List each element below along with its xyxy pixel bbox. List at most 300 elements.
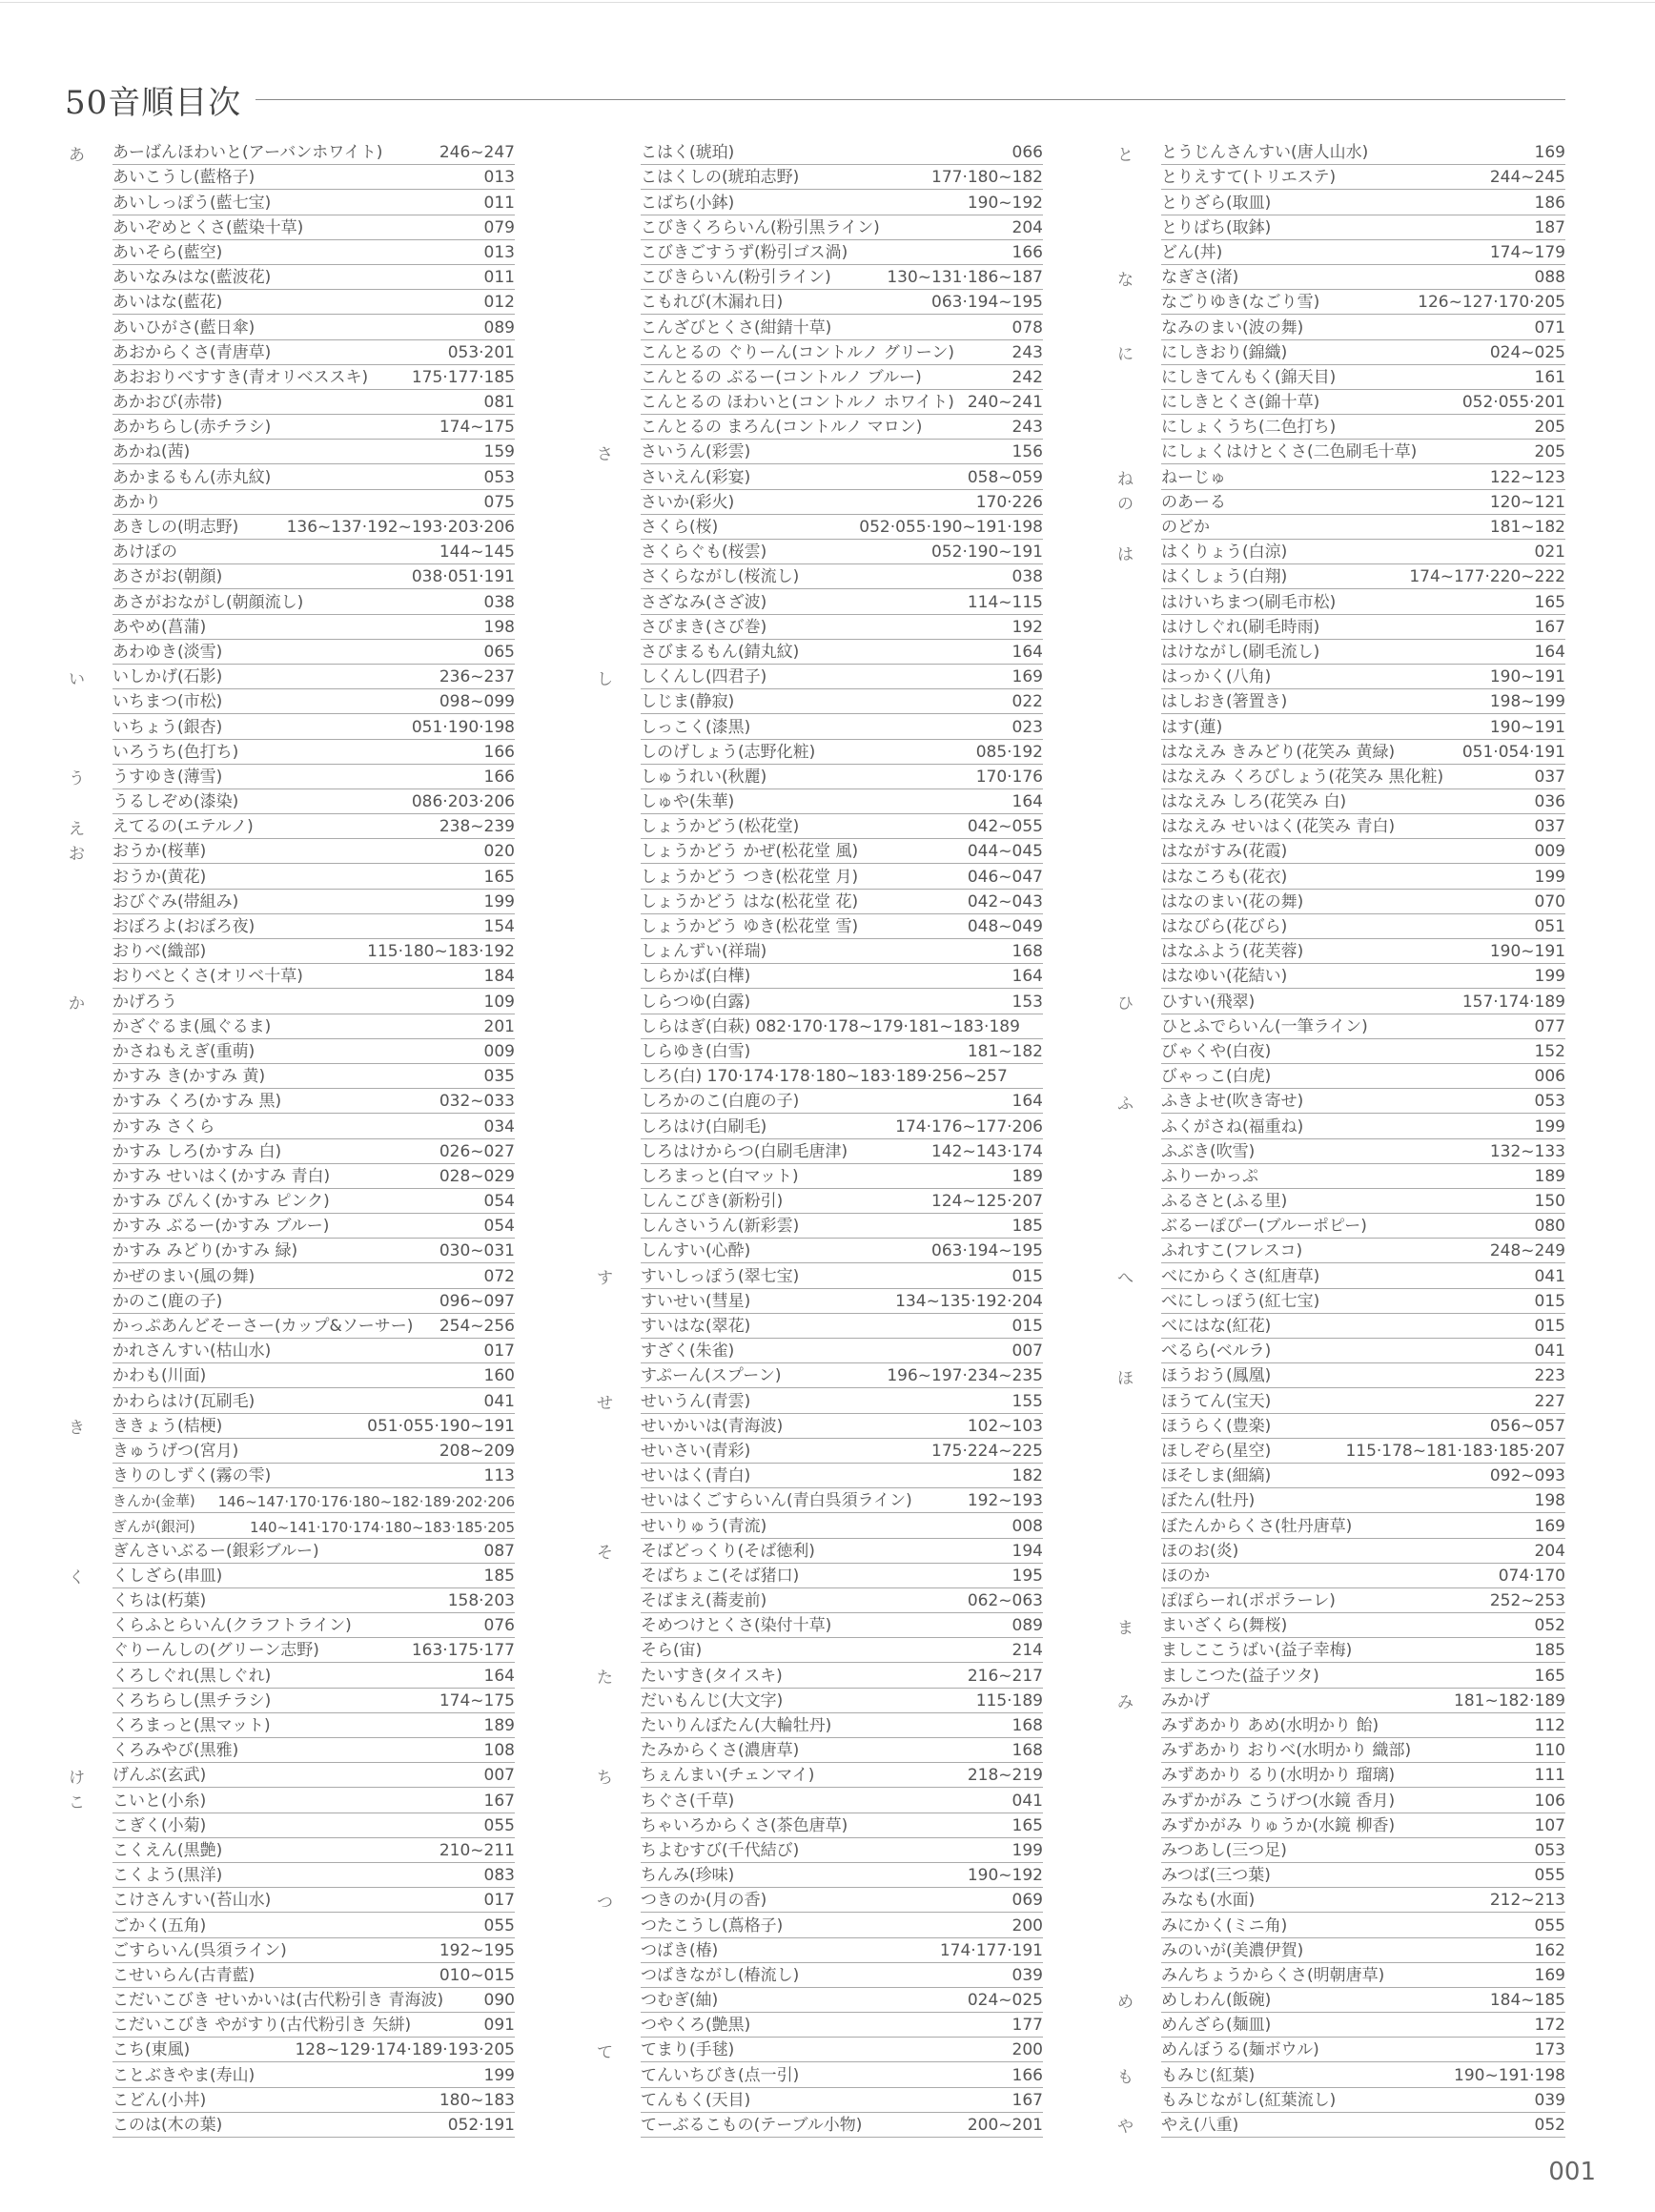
kana-heading: の [1117, 495, 1134, 515]
entry-name: はなゆい(花結い) [1161, 967, 1288, 987]
entry-pages: 199 [483, 891, 515, 911]
entry-pages: 242 [1011, 367, 1043, 387]
index-entry [65, 714, 515, 739]
entry-pages: 165 [1534, 1666, 1565, 1686]
index-entry [65, 1613, 515, 1638]
index-entry [65, 740, 515, 765]
entry-cell [112, 1788, 515, 1813]
entry-cell [1161, 1439, 1565, 1464]
entry-name: はしおき(箸置き) [1161, 692, 1288, 712]
entry-name: かすみ みどり(かすみ 緑) [112, 1241, 298, 1261]
entry-cell [641, 1388, 1043, 1413]
entry-name: ふるさと(ふる里) [1161, 1192, 1288, 1212]
kana-heading: ね [1117, 470, 1134, 490]
entry-pages: 155 [1011, 1391, 1043, 1411]
index-entry [593, 864, 1043, 889]
index-entry [1114, 1189, 1565, 1214]
top-border [0, 2, 1655, 3]
entry-name: はけいちまつ(刷毛市松) [1161, 592, 1337, 612]
entry-name: ねーじゅ [1161, 467, 1226, 487]
entry-name: そばどっくり(そば徳利) [641, 1541, 815, 1561]
entry-cell [641, 615, 1043, 640]
entry-name: のあーる [1161, 492, 1226, 512]
index-entry [593, 839, 1043, 864]
entry-name: もみじながし(紅葉流し) [1161, 2090, 1337, 2110]
kana-heading: さ [597, 444, 613, 464]
entry-cell [641, 1838, 1043, 1863]
entry-name: みずかがみ こうげつ(水鏡 香月) [1161, 1791, 1396, 1811]
index-entry [65, 290, 515, 315]
entry-name: せいりゅう(青流) [641, 1516, 767, 1536]
index-entry [593, 714, 1043, 739]
entry-cell [1161, 2113, 1565, 2138]
entry-name: こびきごすうず(粉引ゴス渦) [641, 242, 848, 262]
entry-name: みずあかり おりべ(水明かり 織部) [1161, 1741, 1412, 1761]
entry-cell [641, 1089, 1043, 1114]
entry-cell [641, 714, 1043, 739]
entry-cell [112, 165, 515, 190]
entry-pages: 132~133 [1489, 1141, 1565, 1161]
index-entry [1114, 1988, 1565, 2013]
entry-name: かれさんすい(枯山水) [112, 1342, 272, 1362]
entry-cell [641, 1788, 1043, 1813]
entry-pages: 054 [483, 1217, 515, 1237]
index-entry [593, 464, 1043, 489]
entry-cell [112, 665, 515, 689]
entry-cell [1161, 1564, 1565, 1588]
entry-pages: 174·176~177·206 [895, 1116, 1043, 1137]
entry-cell [1161, 1414, 1565, 1439]
entry-cell [641, 1738, 1043, 1763]
kana-heading: み [1117, 1693, 1134, 1713]
index-entry [593, 2038, 1043, 2062]
index-entry [65, 390, 515, 415]
index-entry [1114, 1039, 1565, 1064]
kana-heading: い [69, 669, 85, 689]
entry-cell [1161, 740, 1565, 765]
entry-name: にしょくうち(二色打ち) [1161, 418, 1337, 438]
entry-cell [641, 914, 1043, 939]
entry-name: ぼたん(牡丹) [1161, 1491, 1256, 1511]
entry-name: しろはけからつ(白刷毛唐津) [641, 1141, 848, 1161]
entry-name: あかり [112, 492, 161, 512]
entry-cell [1161, 2088, 1565, 2113]
kana-heading: せ [597, 1393, 613, 1413]
entry-name: すいはな(翠花) [641, 1317, 751, 1336]
entry-cell [641, 1263, 1043, 1288]
index-entry [593, 265, 1043, 290]
index-entry [1114, 1713, 1565, 1738]
index-entry [593, 540, 1043, 564]
entry-name: はけしぐれ(刷毛時雨) [1161, 617, 1320, 637]
index-entry [593, 290, 1043, 315]
index-entry [65, 1263, 515, 1288]
index-entry [593, 1339, 1043, 1363]
index-entry [593, 340, 1043, 365]
index-entry [593, 365, 1043, 390]
entry-name: しっこく(漆黒) [641, 717, 751, 737]
entry-name: ふぶき(吹雪) [1161, 1141, 1256, 1161]
entry-cell [641, 1363, 1043, 1388]
entry-cell [641, 1164, 1043, 1189]
index-entry [65, 2088, 515, 2113]
entry-cell [1161, 1963, 1565, 1988]
entry-pages: 056~057 [1489, 1416, 1565, 1436]
entry-name: ぶるーぽぴー(ブルーポピー) [1161, 1217, 1367, 1237]
entry-cell [112, 240, 515, 265]
index-entry [1114, 564, 1565, 589]
entry-cell [1161, 564, 1565, 589]
entry-name: こはくしの(琥珀志野) [641, 168, 800, 188]
entry-pages: 194 [1011, 1541, 1043, 1561]
entry-pages: 182 [1011, 1466, 1043, 1486]
entry-cell [641, 1713, 1043, 1738]
entry-name: みつば(三つ葉) [1161, 1866, 1271, 1886]
entry-name: かすみ き(かすみ 黄) [112, 1067, 266, 1087]
entry-name: しょうかどう かぜ(松花堂 風) [641, 842, 859, 862]
index-entry [1114, 939, 1565, 964]
index-entry [65, 2113, 515, 2138]
entry-cell [641, 1488, 1043, 1513]
index-entry [593, 240, 1043, 265]
index-entry [593, 564, 1043, 589]
entry-pages: 184~185 [1489, 1991, 1565, 2011]
kana-heading: こ [69, 1792, 85, 1813]
entry-name: とりえすて(トリエステ) [1161, 168, 1337, 188]
entry-pages: 053 [1534, 1092, 1565, 1112]
entry-cell [112, 1588, 515, 1613]
entry-name: かすみ ぶるー(かすみ ブルー) [112, 1217, 330, 1237]
entry-name: みにかく(ミニ角) [1161, 1915, 1288, 1936]
index-entry [65, 589, 515, 614]
entry-pages: 254~256 [439, 1317, 515, 1336]
index-entry [1114, 2088, 1565, 2113]
entry-name: しょうかどう つき(松花堂 月) [641, 867, 859, 887]
entry-cell [1161, 839, 1565, 864]
index-entry [593, 789, 1043, 814]
entry-cell [641, 964, 1043, 989]
entry-pages: 170·176 [975, 767, 1043, 787]
entry-pages: 051 [1534, 917, 1565, 936]
entry-name: かすみ しろ(かすみ 白) [112, 1141, 282, 1161]
entry-cell [641, 390, 1043, 415]
index-entry [593, 515, 1043, 540]
index-entry [1114, 1813, 1565, 1838]
entry-cell [112, 964, 515, 989]
entry-cell [112, 2013, 515, 2038]
entry-pages: 210~211 [439, 1840, 515, 1860]
entry-cell [641, 340, 1043, 365]
index-entry [1114, 340, 1565, 365]
entry-name: こびきらいん(粉引ライン) [641, 268, 831, 288]
entry-name: しらゆき(白雪) [641, 1041, 751, 1061]
entry-name: おうか(黄花) [112, 867, 207, 887]
entry-cell [641, 464, 1043, 489]
index-entry [1114, 1164, 1565, 1189]
entry-cell [641, 1613, 1043, 1638]
entry-name: げんぶ(玄武) [112, 1766, 207, 1786]
entry-pages: 167 [1534, 617, 1565, 637]
entry-cell [1161, 2013, 1565, 2038]
index-entry [1114, 1014, 1565, 1039]
entry-pages: 055 [483, 1915, 515, 1936]
entry-pages: 022 [1011, 692, 1043, 712]
entry-name: なごりゆき(なごり雪) [1161, 293, 1320, 313]
entry-cell [1161, 1813, 1565, 1838]
entry-cell [641, 1064, 1043, 1089]
entry-cell [1161, 1738, 1565, 1763]
index-entry [65, 1464, 515, 1488]
entry-cell [1161, 1513, 1565, 1538]
index-entry [1114, 1913, 1565, 1937]
entry-pages: 009 [1534, 842, 1565, 862]
index-entry [65, 789, 515, 814]
entry-pages: 036 [1534, 792, 1565, 812]
index-entry [593, 1239, 1043, 1263]
entry-name: つばきながし(椿流し) [641, 1965, 800, 1985]
kana-heading: ひ [1117, 993, 1134, 1014]
entry-pages: 124~125·207 [931, 1192, 1043, 1212]
entry-cell [112, 1114, 515, 1138]
index-entry [1114, 140, 1565, 165]
entry-cell [641, 1763, 1043, 1788]
entry-cell [641, 589, 1043, 614]
entry-pages: 169 [1534, 1965, 1565, 1985]
index-entry [65, 215, 515, 240]
index-entry [65, 165, 515, 190]
entry-pages: 198 [1534, 1491, 1565, 1511]
entry-pages: 026~027 [439, 1141, 515, 1161]
entry-pages: 164 [1011, 642, 1043, 662]
entry-pages: 169 [1011, 667, 1043, 687]
index-entry [65, 1813, 515, 1838]
entry-cell [641, 1289, 1043, 1314]
kana-heading: か [69, 993, 85, 1014]
entry-cell [641, 1189, 1043, 1214]
entry-name: ひすい(飛翠) [1161, 992, 1256, 1012]
entry-cell [1161, 689, 1565, 714]
entry-name: さくら(桜) [641, 518, 719, 537]
entry-cell [641, 1988, 1043, 2013]
entry-cell [112, 1513, 515, 1538]
entry-name: しょうかどう はな(松花堂 花) [641, 891, 859, 911]
entry-cell [641, 290, 1043, 315]
entry-pages: 089 [483, 317, 515, 338]
entry-name: ごかく(五角) [112, 1915, 207, 1936]
entry-pages: 223 [1534, 1366, 1565, 1386]
entry-pages: 115·180~183·192 [367, 942, 515, 962]
index-entry [593, 665, 1043, 689]
entry-cell [1161, 1863, 1565, 1888]
entry-cell [112, 440, 515, 464]
entry-cell [1161, 490, 1565, 515]
entry-cell [641, 2013, 1043, 2038]
index-entry [593, 1114, 1043, 1138]
entry-name: こんとるの ぶるー(コントルノ ブルー) [641, 367, 922, 387]
index-entry [593, 1139, 1043, 1164]
index-entry [65, 365, 515, 390]
entry-name: こせいらん(古青藍) [112, 1965, 255, 1985]
entry-cell [1161, 1239, 1565, 1263]
index-entry [1114, 1439, 1565, 1464]
entry-name: さくらながし(桜流し) [641, 567, 800, 587]
entry-cell [1161, 1588, 1565, 1613]
entry-name: てんもく(天目) [641, 2090, 751, 2110]
entry-pages: 037 [1534, 767, 1565, 787]
entry-name: しろ(白) 170·174·178·180~183·189·256~257 [641, 1067, 1008, 1087]
entry-name: あさがおながし(朝顔流し) [112, 592, 304, 612]
entry-pages: 037 [1534, 817, 1565, 837]
entry-pages: 174~179 [1489, 242, 1565, 262]
entry-name: かすみ せいはく(かすみ 青白) [112, 1166, 331, 1186]
entry-name: あーばんほわいと(アーバンホワイト) [112, 143, 383, 163]
entry-name: ちゃいろからくさ(茶色唐草) [641, 1815, 848, 1835]
entry-cell [112, 2062, 515, 2087]
entry-cell [1161, 1938, 1565, 1963]
index-entry [1114, 440, 1565, 464]
entry-name: せいさい(青彩) [641, 1441, 751, 1461]
entry-pages: 053·201 [447, 342, 515, 362]
entry-pages: 168 [1011, 942, 1043, 962]
index-entry [1114, 1339, 1565, 1363]
entry-cell [112, 1838, 515, 1863]
entry-pages: 185 [1534, 1641, 1565, 1661]
entry-pages: 146~147·170·176·180~182·189·202·206 [217, 1493, 515, 1511]
entry-pages: 170·226 [975, 492, 1043, 512]
entry-pages: 023 [1011, 717, 1043, 737]
entry-cell [112, 1613, 515, 1638]
entry-name: みつあし(三つ足) [1161, 1840, 1287, 1860]
entry-cell [112, 1314, 515, 1339]
entry-pages: 010~015 [439, 1965, 515, 1985]
kana-heading: き [69, 1419, 85, 1439]
entry-pages: 102~103 [967, 1416, 1043, 1436]
entry-pages: 020 [483, 842, 515, 862]
entry-cell [112, 1963, 515, 1988]
entry-pages: 024~025 [1489, 342, 1565, 362]
entry-name: はなふよう(花芙蓉) [1161, 942, 1304, 962]
entry-pages: 175·177·185 [411, 367, 515, 387]
entry-cell [641, 2088, 1043, 2113]
entry-cell [112, 1164, 515, 1189]
entry-pages: 108 [483, 1741, 515, 1761]
index-entry [1114, 1738, 1565, 1763]
entry-cell [1161, 265, 1565, 290]
entry-pages: 087 [483, 1541, 515, 1561]
index-entry [1114, 1239, 1565, 1263]
index-entry [1114, 1763, 1565, 1788]
entry-name: てまり(手毬) [641, 2040, 735, 2060]
index-entry [65, 1689, 515, 1713]
entry-pages: 051·190·198 [411, 717, 515, 737]
entry-pages: 086·203·206 [411, 792, 515, 812]
index-entry [593, 1289, 1043, 1314]
entry-pages: 174~175 [439, 1690, 515, 1710]
entry-cell [641, 1339, 1043, 1363]
entry-name: ごすらいん(呉須ライン) [112, 1940, 287, 1960]
entry-pages: 021 [1534, 543, 1565, 563]
entry-name: すいせい(彗星) [641, 1291, 751, 1311]
entry-cell [641, 365, 1043, 390]
entry-cell [1161, 814, 1565, 839]
entry-name: しらかば(白樺) [641, 967, 751, 987]
entry-name: しろはけ(白刷毛) [641, 1116, 767, 1137]
entry-name: はなえみ せいはく(花笑み 青白) [1161, 817, 1396, 837]
entry-name: あいしっぽう(藍七宝) [112, 193, 272, 213]
index-entry [65, 864, 515, 889]
entry-cell [112, 1564, 515, 1588]
index-entry [593, 1488, 1043, 1513]
entry-pages: 012 [483, 293, 515, 313]
entry-pages: 192~195 [439, 1940, 515, 1960]
entry-pages: 169 [1534, 143, 1565, 163]
entry-name: はっかく(八角) [1161, 667, 1272, 687]
entry-cell [1161, 540, 1565, 564]
index-entry [1114, 1513, 1565, 1538]
entry-name: ぽぽらーれ(ポポラーレ) [1161, 1591, 1336, 1611]
entry-name: そめつけとくさ(染付十草) [641, 1616, 832, 1636]
entry-cell [1161, 890, 1565, 914]
page-number: 001 [1548, 2158, 1596, 2186]
entry-name: すぷーん(スプーン) [641, 1366, 782, 1386]
entry-name: みかげ [1161, 1690, 1210, 1710]
index-entry [593, 215, 1043, 240]
entry-cell [1161, 1638, 1565, 1663]
entry-name: さくらぐも(桜雲) [641, 543, 767, 563]
entry-pages: 122~123 [1489, 467, 1565, 487]
entry-name: あおからくさ(青唐草) [112, 342, 272, 362]
entry-cell [112, 515, 515, 540]
entry-name: はなえみ しろ(花笑み 白) [1161, 792, 1347, 812]
entry-name: かすみ くろ(かすみ 黒) [112, 1092, 282, 1112]
entry-name: おぼろよ(おぼろ夜) [112, 917, 255, 936]
entry-cell [641, 1888, 1043, 1913]
entry-cell [112, 215, 515, 240]
index-entry [593, 1214, 1043, 1239]
entry-pages: 199 [1534, 1116, 1565, 1137]
entry-pages: 165 [1534, 592, 1565, 612]
entry-cell [1161, 215, 1565, 240]
entry-name: さびまき(さび巻) [641, 617, 767, 637]
entry-name: あいひがさ(藍日傘) [112, 317, 255, 338]
entry-cell [112, 689, 515, 714]
entry-pages: 164 [1011, 967, 1043, 987]
entry-name: ちんみ(珍味) [641, 1866, 735, 1886]
entry-pages: 017 [483, 1891, 515, 1911]
entry-cell [641, 415, 1043, 440]
entry-cell [1161, 1339, 1565, 1363]
index-entry [593, 1164, 1043, 1189]
entry-pages: 030~031 [439, 1241, 515, 1261]
entry-pages: 063·194~195 [931, 293, 1043, 313]
entry-pages: 201 [483, 1016, 515, 1036]
index-entry [593, 1314, 1043, 1339]
entry-pages: 011 [483, 193, 515, 213]
entry-name: ましここうばい(益子幸梅) [1161, 1641, 1353, 1661]
index-entry [65, 914, 515, 939]
entry-cell [641, 564, 1043, 589]
entry-cell [112, 415, 515, 440]
entry-pages: 142~143·174 [931, 1141, 1043, 1161]
entry-pages: 240~241 [967, 393, 1043, 413]
entry-pages: 052·055·190~191·198 [859, 518, 1043, 537]
entry-pages: 174~175 [439, 418, 515, 438]
index-entry [65, 1788, 515, 1813]
entry-pages: 039 [1534, 2090, 1565, 2110]
index-entry [593, 689, 1043, 714]
entry-name: べにしっぽう(紅七宝) [1161, 1291, 1320, 1311]
entry-name: おりべ(織部) [112, 942, 207, 962]
